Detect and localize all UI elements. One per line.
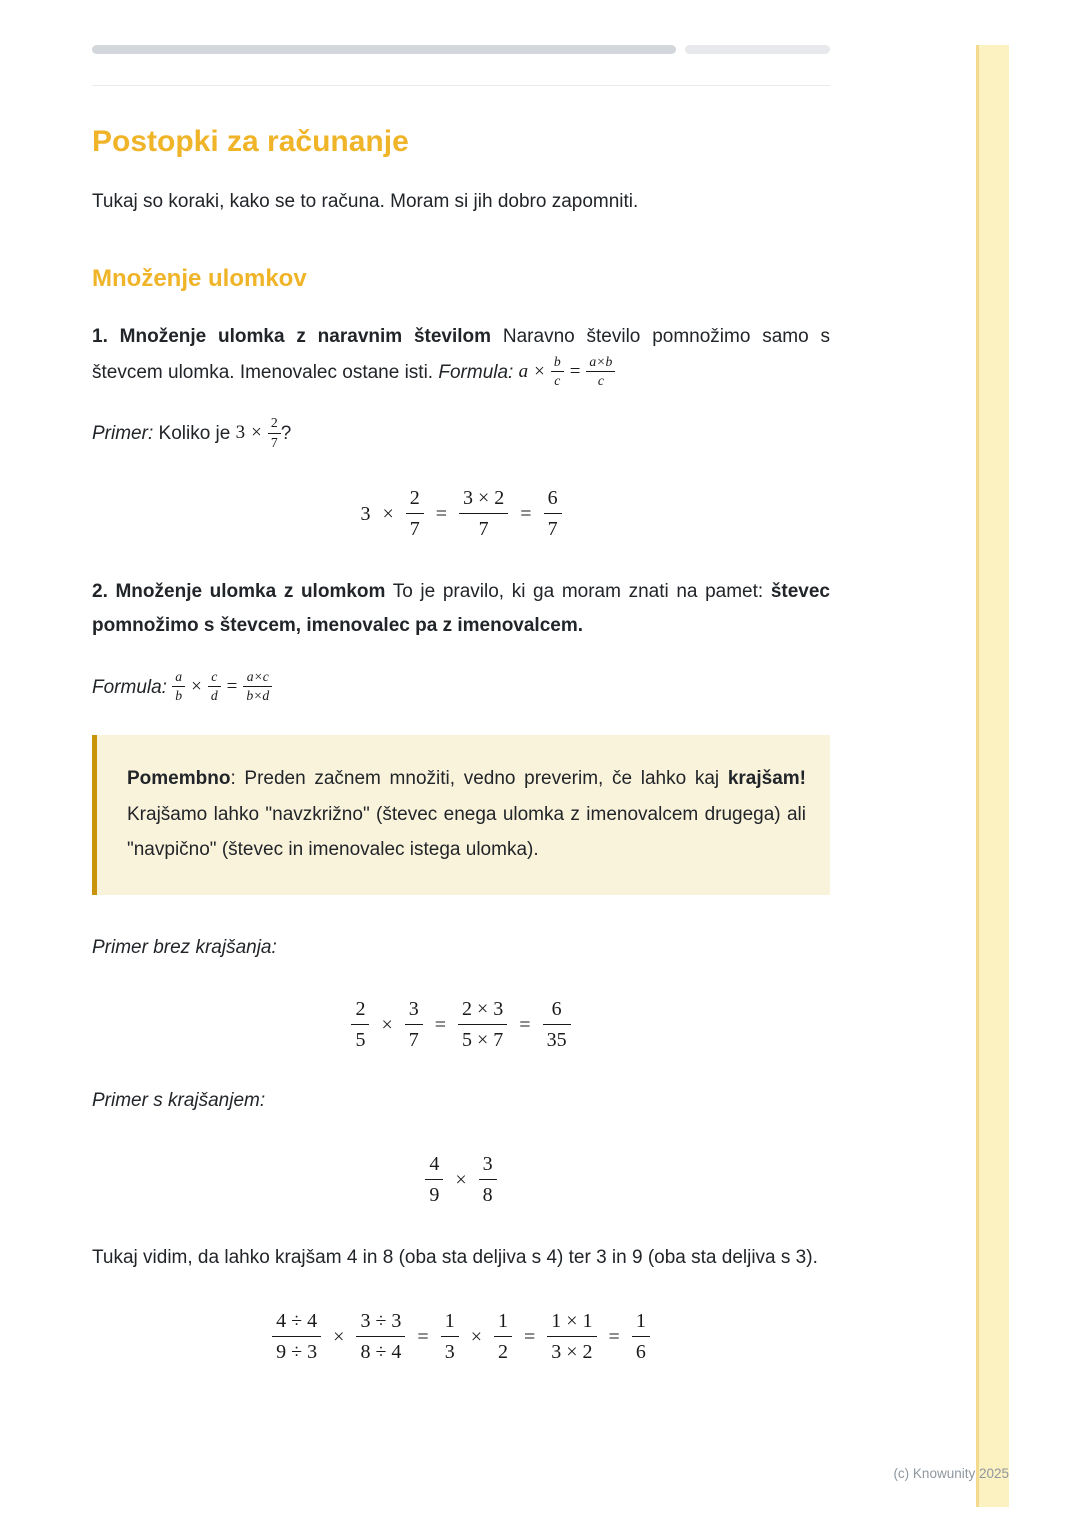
rule-2-text: To je pravilo, ki ga moram znati na pamet: <box>392 581 764 603</box>
fraction <box>543 997 571 1052</box>
math-variable: a <box>518 360 529 382</box>
fraction <box>406 486 424 541</box>
math-operator: × <box>381 1013 393 1036</box>
equation-example-1 <box>92 486 830 541</box>
math-operator: × <box>333 1325 345 1348</box>
callout-text <box>127 761 806 866</box>
math-operator: = <box>569 360 581 382</box>
math-operator: × <box>191 675 202 697</box>
denominator: 9 ÷ 3 <box>272 1336 321 1364</box>
math-operator: × <box>251 422 262 444</box>
denominator: d <box>208 686 221 704</box>
numerator: 1 <box>635 1310 646 1333</box>
equals-sign: = <box>608 1325 620 1348</box>
rule-2-rule: števec pomnožimo s števcem, imenovalec pa z imenovalcem. <box>92 581 830 637</box>
denominator: 6 <box>632 1336 650 1364</box>
fraction <box>268 415 281 451</box>
fraction <box>441 1309 459 1364</box>
document-content <box>92 45 830 1398</box>
denominator: 9 <box>425 1179 443 1207</box>
fraction <box>425 1152 443 1207</box>
callout-keyword: Pomembno <box>127 768 231 790</box>
math-operator: × <box>382 502 394 525</box>
question-mark: ? <box>280 423 292 445</box>
inline-formula-2 <box>172 669 272 705</box>
rule-1-title: 1. Množenje ulomka z naravnim številom <box>92 326 492 348</box>
denominator: 35 <box>543 1024 571 1052</box>
fraction <box>272 1309 321 1364</box>
intro-paragraph: Tukaj so koraki, kako se to računa. Moram si jih dobro zapomniti. <box>92 191 639 212</box>
divider <box>92 85 830 86</box>
numerator: 3 <box>482 1153 493 1176</box>
numerator: 1 <box>497 1310 508 1333</box>
example-1-prompt <box>92 416 830 452</box>
numerator: 2 <box>409 487 420 510</box>
denominator: 7 <box>406 513 424 541</box>
numerator: 3 × 2 <box>463 487 505 510</box>
inline-formula-1 <box>519 354 616 390</box>
important-callout <box>92 735 830 894</box>
example-question: Koliko je <box>158 423 231 445</box>
denominator: 3 × 2 <box>547 1336 596 1364</box>
inline-expression <box>236 415 281 451</box>
equals-sign: = <box>519 1013 531 1036</box>
rule-2-title: 2. Množenje ulomka z ulomkom <box>92 581 386 603</box>
numerator: 6 <box>547 487 558 510</box>
redacted-title-bar <box>92 45 830 54</box>
example-label: Primer: <box>92 423 154 445</box>
copyright-text: (c) Knowunity 2025 <box>893 1466 1009 1481</box>
numerator: 2 × 3 <box>462 998 504 1021</box>
equals-sign: = <box>435 502 447 525</box>
numerator: a×b <box>589 353 613 369</box>
example-no-cancel-label <box>92 931 830 965</box>
fraction <box>405 997 423 1052</box>
denominator: c <box>586 371 615 389</box>
numerator: 3 ÷ 3 <box>360 1310 402 1333</box>
fraction <box>356 1309 405 1364</box>
fraction <box>243 669 272 705</box>
fraction <box>459 486 508 541</box>
denominator: 5 <box>351 1024 369 1052</box>
fraction <box>551 354 564 390</box>
denominator: 8 <box>479 1179 497 1207</box>
numerator: 6 <box>551 998 562 1021</box>
fraction <box>172 669 185 705</box>
fraction <box>479 1152 497 1207</box>
equals-sign: = <box>523 1325 536 1348</box>
denominator: 8 ÷ 4 <box>356 1336 405 1364</box>
callout-text-1: : Preden začnem množiti, vedno preverim, če lahko kaj <box>230 768 720 790</box>
rule-2-paragraph <box>92 575 830 643</box>
numerator: 3 <box>408 998 419 1021</box>
fraction <box>586 354 615 390</box>
denominator: 7 <box>544 513 562 541</box>
fraction <box>208 669 221 705</box>
numerator: 2 <box>270 415 278 431</box>
equals-sign: = <box>520 502 532 525</box>
rule-1-text: Naravno število pomnožimo samo s števcem ulomka. Imenovalec ostane isti. <box>92 326 830 383</box>
equals-sign: = <box>417 1325 429 1348</box>
numerator: 1 × 1 <box>551 1310 593 1333</box>
denominator: b×d <box>243 686 272 704</box>
denominator: 5 × 7 <box>458 1024 507 1052</box>
numerator: 4 <box>429 1153 440 1176</box>
numerator: a×c <box>246 668 269 684</box>
redacted-text-bar <box>92 45 676 54</box>
math-operator: × <box>534 360 545 382</box>
denominator: 7 <box>405 1024 423 1052</box>
numerator: c <box>211 668 218 684</box>
section-heading-mnozenje-ulomkov: Množenje ulomkov <box>92 265 307 293</box>
callout-text-2: Krajšamo lahko "navzkrižno" (števec enega ulomka z imenovalcem drugega) ali "navpično" (števec in imenovalec istega ulomka). <box>127 803 806 860</box>
equals-sign: = <box>226 675 238 697</box>
math-number: 3 <box>235 422 246 444</box>
example-label: Primer brez krajšanja: <box>92 936 277 958</box>
example-label: Primer s krajšanjem: <box>92 1090 266 1112</box>
fraction <box>544 486 562 541</box>
denominator: c <box>551 371 564 389</box>
equation-example-3 <box>92 1152 830 1207</box>
equation-example-4 <box>92 1309 830 1364</box>
numerator: 4 ÷ 4 <box>276 1310 318 1333</box>
example-cancel-label <box>92 1084 830 1118</box>
denominator: 2 <box>494 1336 512 1364</box>
math-number: 3 <box>360 502 371 525</box>
numerator: 2 <box>355 998 366 1021</box>
page-title: Postopki za računanje <box>92 125 409 158</box>
rule-1-paragraph <box>92 320 830 390</box>
equation-example-2 <box>92 997 830 1052</box>
denominator: 7 <box>268 433 281 451</box>
numerator: b <box>553 353 561 369</box>
cancel-note-paragraph: Tukaj vidim, da lahko krajšam 4 in 8 (oba sta deljiva s 4) ter 3 in 9 (oba sta deljiva s 3). <box>92 1247 818 1269</box>
denominator: 7 <box>459 513 508 541</box>
denominator: b <box>172 686 185 704</box>
fraction <box>547 1309 596 1364</box>
fraction <box>458 997 507 1052</box>
redacted-text-bar <box>685 45 830 54</box>
numerator: 1 <box>444 1310 455 1333</box>
highlight-band <box>976 45 1009 1507</box>
rule-2-formula-line <box>92 670 830 706</box>
math-operator: × <box>470 1325 482 1348</box>
fraction <box>351 997 369 1052</box>
fraction <box>494 1309 512 1364</box>
fraction <box>632 1309 650 1364</box>
numerator: a <box>175 668 183 684</box>
equals-sign: = <box>434 1013 446 1036</box>
callout-keyword-2: krajšam! <box>727 768 806 790</box>
math-operator: × <box>455 1168 467 1191</box>
formula-label: Formula: <box>92 676 167 698</box>
formula-label: Formula: <box>438 361 514 383</box>
denominator: 3 <box>441 1336 459 1364</box>
